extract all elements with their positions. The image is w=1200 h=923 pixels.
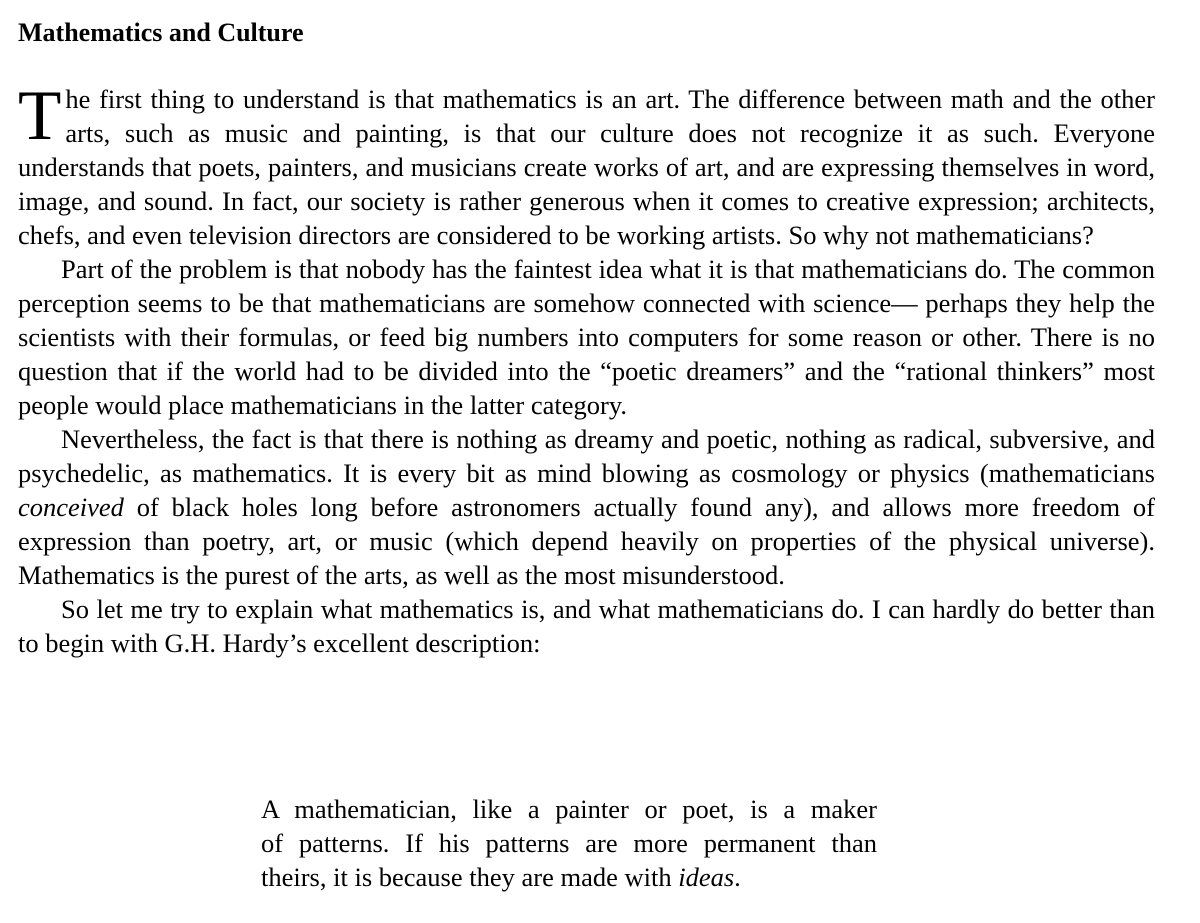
emphasis-conceived: conceived	[18, 492, 124, 522]
section-title: Mathematics and Culture	[18, 18, 304, 47]
quote-line-3-before: theirs, it is because they are made with	[261, 862, 679, 892]
paragraph-3-text-after: of black holes long before astronomers actually found any), and allows more freedom of expression than poetry, art, or music (which depend heavily on properties of the physical universe). Mathematics is the purest of the arts, as well as the most misunderstood.	[18, 492, 1155, 590]
quote-line-1: A mathematician, like a painter or poet, is a maker	[261, 794, 877, 824]
quote-line-3	[261, 860, 877, 894]
paragraph-3-text-before: Nevertheless, the fact is that there is nothing as dreamy and poetic, nothing as radical, subversive, and psychedelic, as mathematics. It is every bit as mind blowing as cosmology or physics (mathematicians	[18, 424, 1155, 488]
paragraph-1	[18, 77, 1155, 252]
drop-cap: T	[18, 77, 62, 155]
paragraph-1-text: he first thing to understand is that mathematics is an art. The difference between math and the other arts, such as music and painting, is that our culture does not recognize it as such. Everyone understands that poets, painters, and musicians create works of art, and are expressing themselves in word, image, and sound. In fact, our society is rather generous when it comes to creative expression; architects, chefs, and even television directors are considered to be working artists. So why not mathematicians?	[18, 84, 1155, 250]
paragraph-3	[18, 422, 1155, 592]
hardy-quote	[261, 792, 877, 894]
article	[18, 0, 1155, 660]
paragraph-2: Part of the problem is that nobody has the faintest idea what it is that mathematicians do. The common perception seems to be that mathematicians are somehow connected with science— perhaps they help the scientists with their formulas, or feed big numbers into computers for some reason or other. There is no question that if the world had to be divided into the “poetic dreamers” and the “rational thinkers” most people would place mathematicians in the latter category.	[18, 254, 1155, 420]
quote-line-2: of patterns. If his patterns are more permanent than	[261, 828, 877, 858]
emphasis-ideas: ideas	[678, 862, 735, 892]
paragraph-4: So let me try to explain what mathematics is, and what mathematicians do. I can hardly do better than to begin with G.H. Hardy’s excellent description:	[18, 594, 1155, 658]
quote-line-3-after: .	[734, 862, 741, 892]
